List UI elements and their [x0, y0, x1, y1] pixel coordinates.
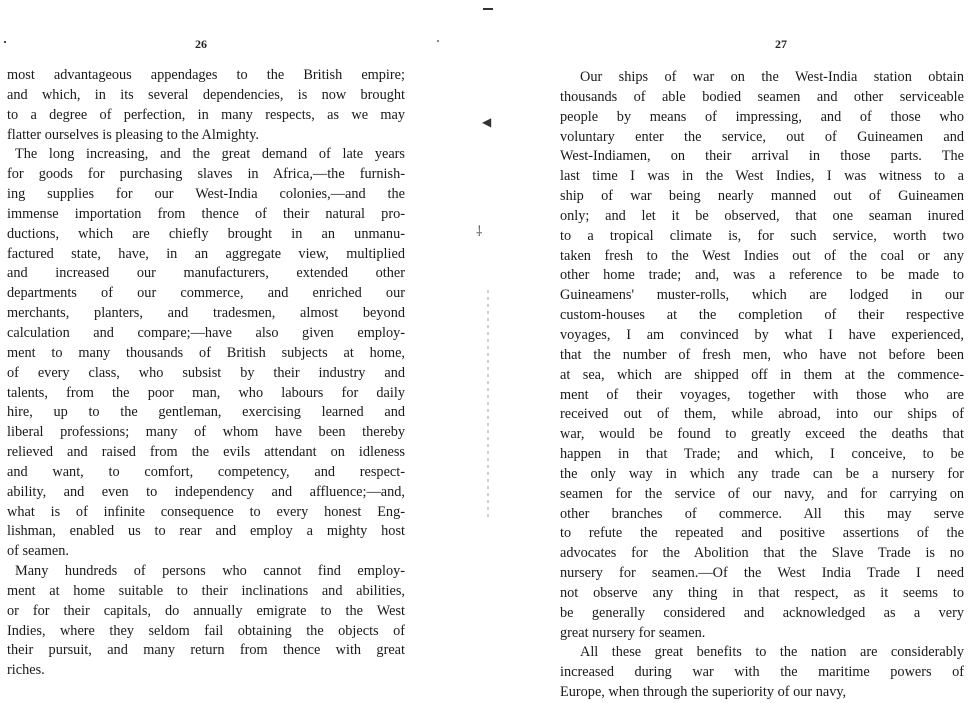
text-line: that the number of fresh men, who have not before been: [560, 346, 964, 363]
text-line: received out of them, while abroad, into our ships of: [560, 406, 964, 423]
text-line: seamen for the service of our navy, and for carrying on: [560, 485, 964, 502]
page-number: 26: [195, 37, 207, 51]
text-line: ing supplies for our West-India colonies,—and the: [7, 186, 405, 203]
text-line: custom-houses at the completion of their respective: [560, 307, 964, 324]
text-line: most advantageous appendages to the British empire;: [7, 67, 405, 83]
page-body: [560, 68, 964, 703]
page-body: [7, 66, 405, 681]
text-line: ment to many thousands of British subjects at home,: [7, 344, 405, 361]
text-line: only; and let it be observed, that one seaman inured: [560, 207, 964, 224]
text-line: voluntary enter the service, out of Guineamen and: [560, 128, 964, 145]
text-line: of every class, who subsist by their industry and: [7, 364, 405, 381]
text-line: merchants, planters, and tradesmen, almost beyond: [7, 305, 405, 322]
text-line: and increased our manufacturers, extended other: [7, 265, 405, 282]
text-line: ment at home suitable to their inclinations and abilities,: [7, 582, 405, 599]
text-line: Europe, when through the superiority of our navy,: [560, 684, 847, 701]
text-line: ductions, which are chiefly brought in an unmanu-: [7, 225, 405, 242]
text-line: lishman, enabled us to rear and employ a mighty host: [7, 523, 405, 540]
text-line: advocates for the Abolition that the Slave Trade is no: [560, 545, 964, 562]
text-line: the only way in which any trade can be a nursery for: [560, 465, 964, 482]
gutter-mark: ⸸: [476, 225, 483, 240]
text-line: to refute the repeated and positive assertions of the: [560, 525, 964, 542]
text-line: people by means of impressing, and of those who: [560, 108, 964, 125]
text-line: ment of their voyages, together with those who are: [560, 386, 964, 403]
text-line: or for their capitals, do annually emigrate to the West: [7, 602, 405, 619]
text-line: Many hundreds of persons who cannot find employ-: [15, 563, 405, 580]
text-line: at sea, which are shipped off in them at the commence-: [560, 366, 964, 383]
text-line: ship of war being nearly manned out of Guineamen: [560, 188, 964, 205]
text-line: liberal professions; many of whom have been thereby: [7, 424, 405, 441]
text-line: West-Indiamen, on their arrival in those parts. The: [560, 148, 964, 165]
text-line: ability, and even to independency and affluence;—and,: [7, 483, 405, 500]
text-line: taken fresh to the West Indies out of the coal or any: [560, 247, 964, 264]
text-line: of seamen.: [7, 543, 69, 560]
text-line: war, would be found to greatly exceed the deaths that: [560, 426, 964, 443]
page-number: 27: [775, 37, 787, 51]
text-line: and which, in its several dependencies, is now brought: [7, 86, 405, 103]
text-line: great nursery for seamen.: [560, 624, 706, 641]
text-line: The long increasing, and the great demand of late years: [15, 146, 405, 163]
text-line: All these great benefits to the nation are considerably: [580, 644, 964, 661]
text-line: happen in that Trade; and which, I conceive, to be: [560, 446, 964, 463]
text-line: Indies, where they seldom fail obtaining the objects of: [7, 622, 405, 639]
text-line: factured state, have, in an aggregate view, multiplied: [7, 245, 405, 262]
text-line: talents, from the poor man, who labours for daily: [7, 384, 405, 401]
text-line: immense importation from thence of their natural pro-: [7, 205, 405, 222]
text-line: nursery for seamen.—Of the West India Trade I need: [560, 565, 964, 582]
text-line: voyages, I am convinced by what I have experienced,: [560, 326, 964, 343]
left-page: [0, 0, 490, 687]
text-line: not observe any thing in that respect, as it seems to: [560, 584, 964, 601]
text-line: Guineamens' muster-rolls, which are lodged in our: [560, 287, 964, 304]
text-line: other branches of commerce. All this may serve: [560, 505, 964, 522]
text-line: calculation and compare;—have also given employ-: [7, 324, 405, 341]
gutter-arrow-icon: ◀: [482, 115, 492, 129]
text-line: to a degree of perfection, in many respects, as we may: [7, 106, 405, 123]
text-line: hire, up to the gentleman, exercising learned and: [7, 404, 405, 421]
text-line: riches.: [7, 662, 45, 679]
text-line: departments of our commerce, and enriched our: [7, 285, 405, 302]
text-line: what is of infinite consequence to every honest Eng-: [7, 503, 405, 520]
text-line: increased during war with the maritime powers of: [560, 664, 964, 681]
text-line: their pursuit, and many return from thence with great: [7, 642, 405, 659]
text-line: thousands of able bodied seamen and other serviceable: [560, 88, 964, 105]
text-line: last time I was in the West Indies, I was witness to a: [560, 168, 964, 185]
text-line: Our ships of war on the West-India station obtain: [580, 69, 964, 85]
text-line: flatter ourselves is pleasing to the Almighty.: [7, 126, 260, 143]
text-line: relieved and raised from the evils attendant on idleness: [7, 444, 405, 461]
text-line: other home trade; and, was a reference to be made to: [560, 267, 964, 284]
text-line: and want, to comfort, competency, and respect-: [7, 463, 405, 480]
text-line: be generally considered and acknowledged as a very: [560, 604, 964, 621]
text-line: for goods for purchasing slaves in Africa,—the furnish-: [7, 166, 405, 183]
right-page: [490, 0, 980, 701]
text-line: to a tropical climate is, for such service, worth two: [560, 227, 964, 244]
